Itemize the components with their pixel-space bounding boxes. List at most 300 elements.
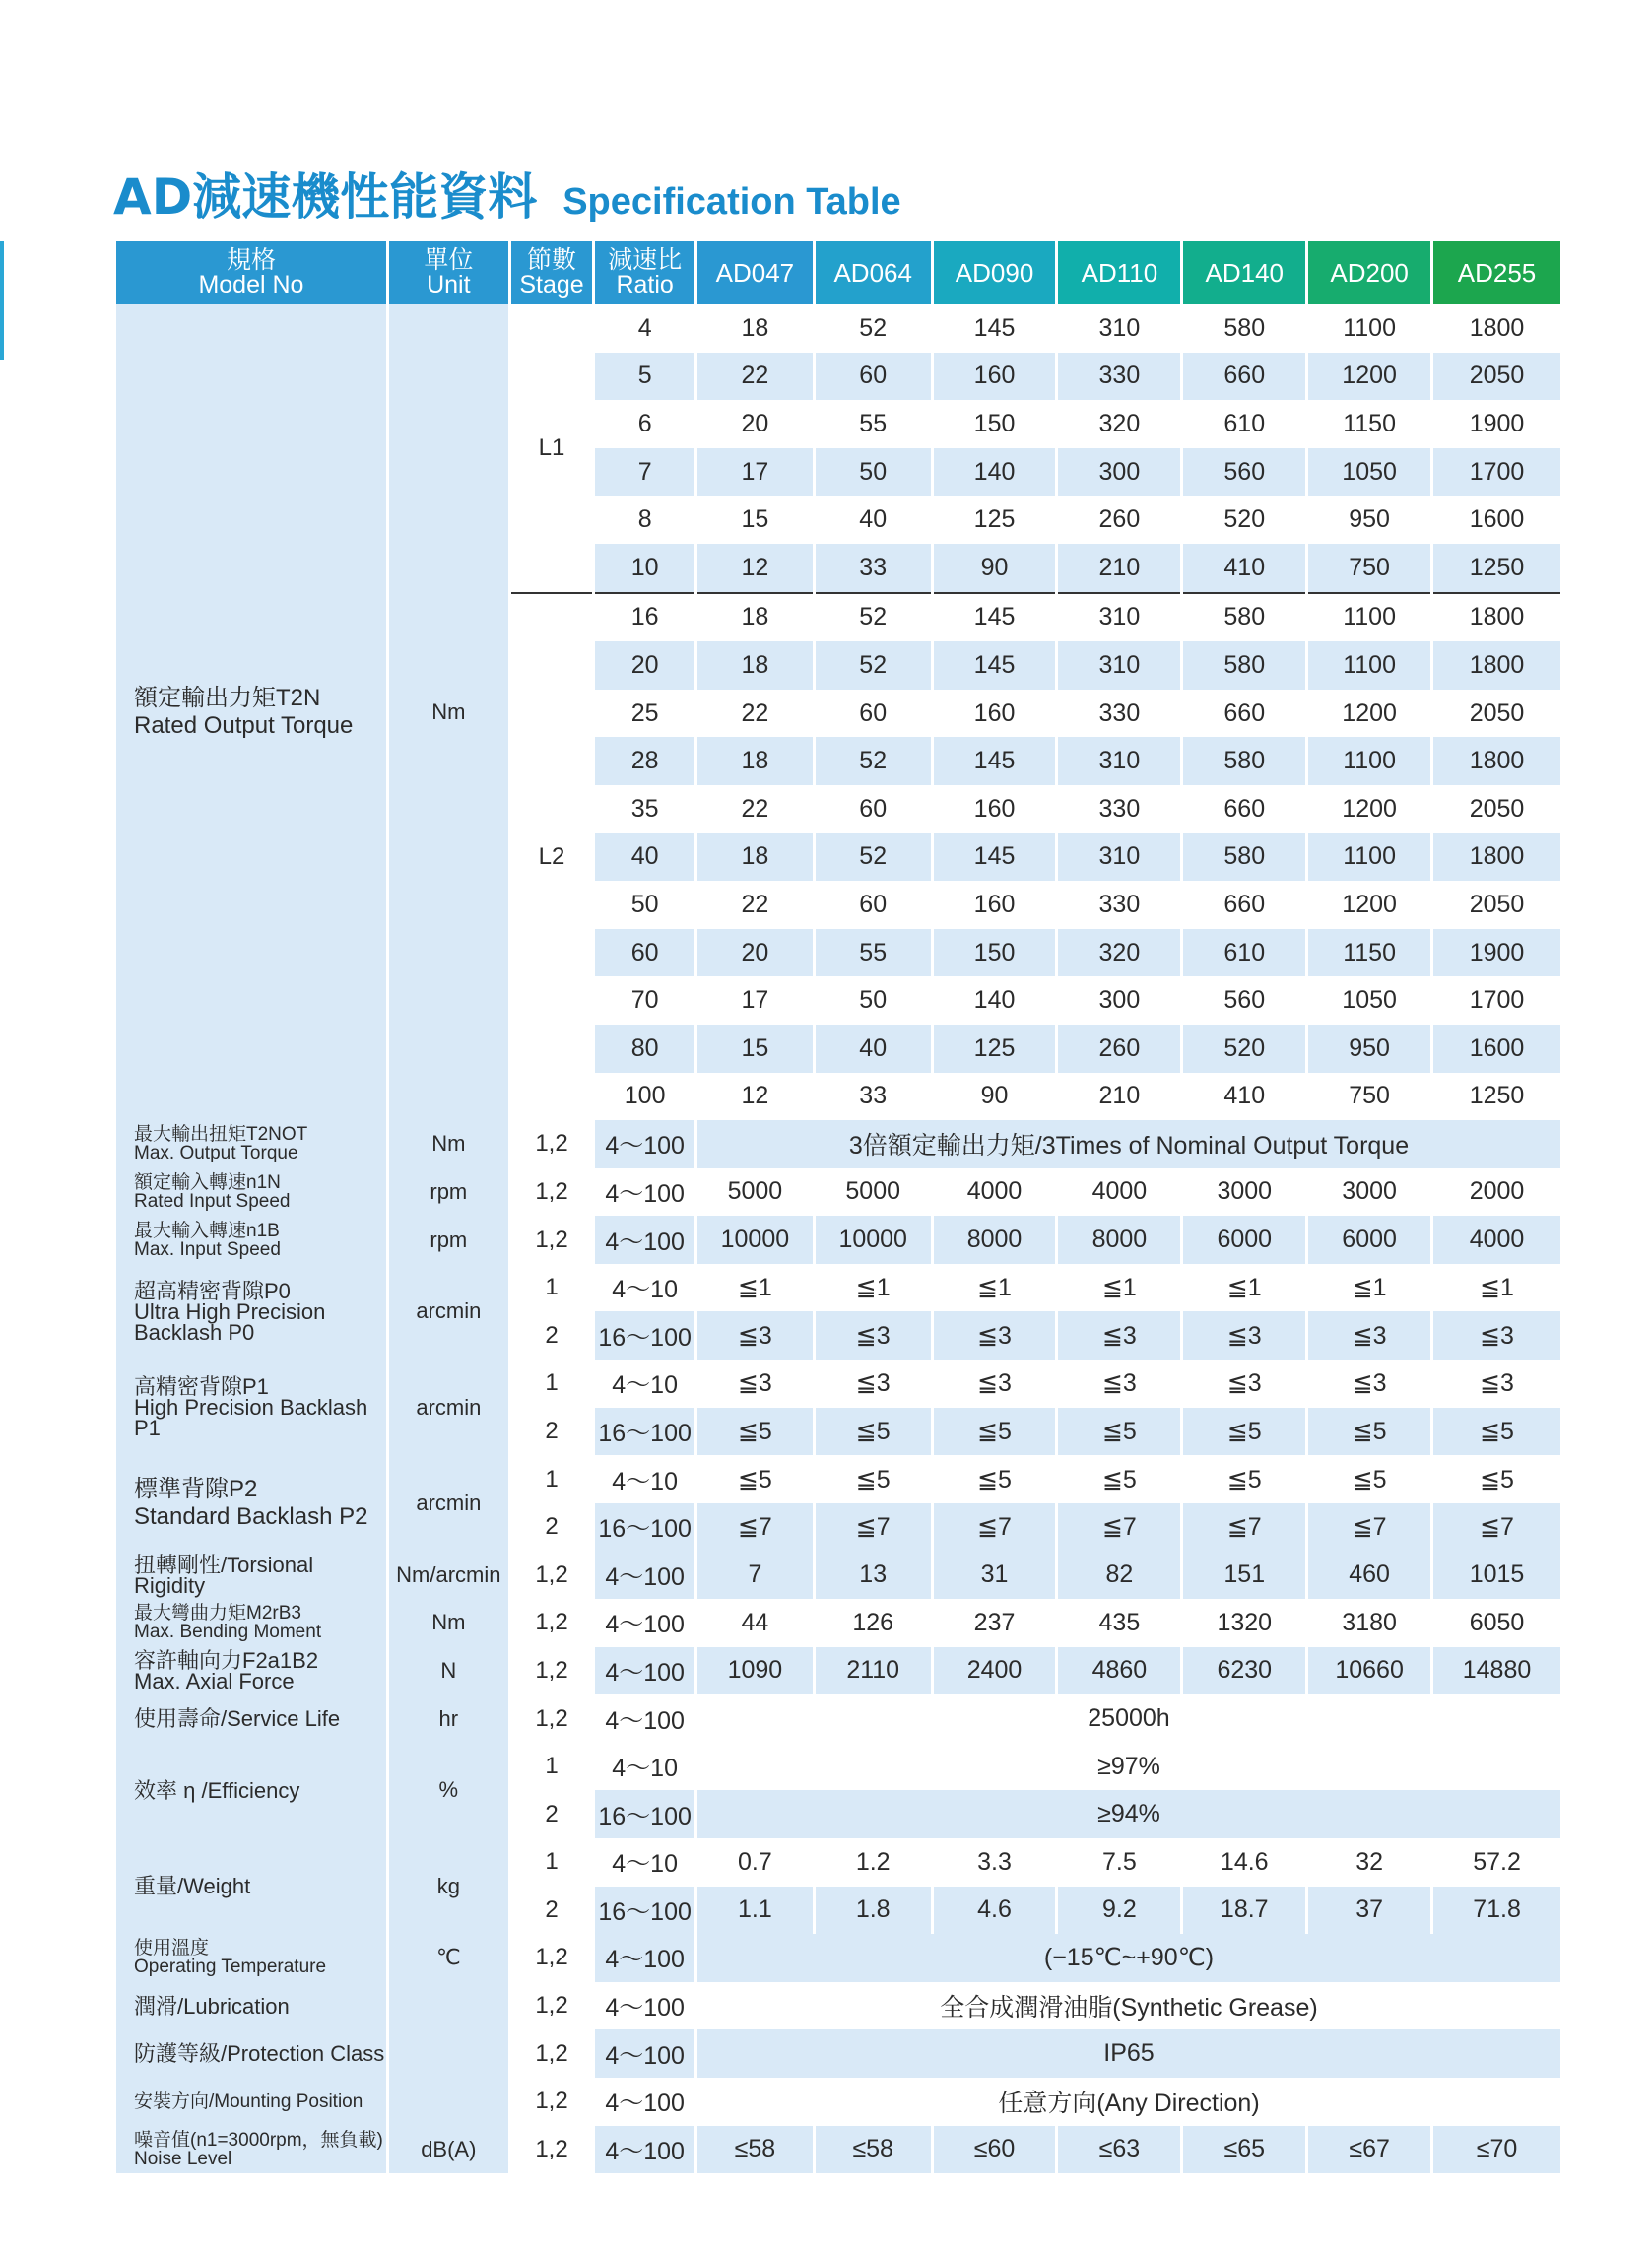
table-row bbox=[116, 1647, 1560, 1695]
row-label-line: 最大彎曲力矩M2rB3 bbox=[134, 1603, 301, 1625]
value-cell: 1700 bbox=[1433, 448, 1560, 497]
stage-cell: 1,2 bbox=[511, 1694, 593, 1743]
stage-cell: 1,2 bbox=[511, 1168, 593, 1217]
ratio-cell: 4～10 bbox=[612, 1755, 678, 1783]
value-cell: 90 bbox=[934, 544, 1056, 592]
value-cell: 320 bbox=[1098, 409, 1141, 437]
row-label bbox=[116, 1264, 386, 1360]
header-model: AD064 bbox=[816, 241, 931, 304]
stage-cell: 1,2 bbox=[511, 1551, 593, 1599]
ratio-cell: 4～10 bbox=[612, 1276, 678, 1304]
stage-cell: 1 bbox=[511, 1455, 593, 1503]
value-cell: 33 bbox=[816, 544, 931, 592]
span-value-cell: ≥97% bbox=[1097, 1752, 1160, 1780]
stage-cell: 1,2 bbox=[511, 1934, 593, 1982]
value-cell: 330 bbox=[1098, 698, 1141, 727]
value-cell: 1100 bbox=[1308, 592, 1430, 642]
row-label-line: 最大輸出扭矩T2NOT bbox=[134, 1124, 308, 1146]
header-model-no: 規格 Model No bbox=[116, 241, 386, 304]
stage-cell: 1 bbox=[511, 1743, 593, 1791]
value-cell: 5000 bbox=[845, 1177, 901, 1206]
value-cell: 1150 bbox=[1343, 409, 1396, 437]
stage-cell: 2 bbox=[511, 1503, 593, 1552]
value-cell: 1200 bbox=[1342, 794, 1397, 823]
row-label bbox=[116, 2126, 386, 2174]
ratio-cell: 80 bbox=[595, 1025, 694, 1073]
row-label-line: Rated Output Torque bbox=[134, 712, 354, 740]
value-cell: 1600 bbox=[1469, 505, 1525, 534]
value-cell: 22 bbox=[741, 890, 769, 918]
value-cell: 55 bbox=[816, 929, 931, 977]
table-row bbox=[116, 1120, 1560, 1168]
title-sub: Specification Table bbox=[562, 181, 901, 223]
stage-cell: 1 bbox=[511, 1264, 593, 1312]
row-label bbox=[116, 1120, 386, 1168]
table-row bbox=[116, 1743, 1560, 1791]
span-value-cell: 任意方向(Any Direction) bbox=[998, 2090, 1260, 2118]
value-cell: 52 bbox=[816, 737, 931, 785]
value-cell: 57.2 bbox=[1473, 1847, 1521, 1876]
value-cell: 950 bbox=[1349, 505, 1390, 534]
row-label bbox=[116, 1647, 386, 1695]
row-label bbox=[116, 1694, 386, 1743]
value-cell: 150 bbox=[973, 409, 1016, 437]
value-cell: 60 bbox=[859, 698, 888, 727]
value-cell: 330 bbox=[1058, 353, 1180, 401]
row-label bbox=[116, 1838, 386, 1934]
value-cell: 320 bbox=[1058, 929, 1180, 977]
table-row bbox=[116, 1168, 1560, 1217]
stage-cell: 1,2 bbox=[511, 2078, 593, 2126]
value-cell: ≦3 bbox=[1352, 1369, 1387, 1398]
table-row bbox=[116, 1551, 1560, 1599]
value-cell: 18.7 bbox=[1183, 1887, 1305, 1935]
value-cell: 33 bbox=[859, 1082, 888, 1110]
row-label-line: 安裝方向/Mounting Position bbox=[134, 2091, 363, 2112]
value-cell: ≦5 bbox=[934, 1408, 1056, 1456]
value-cell: 90 bbox=[980, 1082, 1009, 1110]
ratio-cell: 100 bbox=[624, 1082, 666, 1110]
row-label-line: Max. Bending Moment bbox=[134, 1622, 322, 1643]
value-cell: 160 bbox=[973, 794, 1016, 823]
row-label-line: Noise Level bbox=[134, 2148, 232, 2169]
value-cell: ≦3 bbox=[816, 1311, 931, 1360]
table-header bbox=[116, 241, 1560, 304]
ratio-cell: 8 bbox=[637, 505, 652, 534]
ratio-cell: 4～100 bbox=[595, 1216, 694, 1264]
value-cell: 20 bbox=[697, 929, 813, 977]
value-cell: 12 bbox=[697, 544, 813, 592]
value-cell: ≦5 bbox=[1433, 1408, 1560, 1456]
value-cell: 0.7 bbox=[738, 1847, 772, 1876]
ratio-cell: 20 bbox=[595, 641, 694, 690]
unit-cell: Nm bbox=[389, 1599, 508, 1647]
value-cell: 330 bbox=[1098, 794, 1141, 823]
unit-cell: dB(A) bbox=[389, 2126, 508, 2174]
ratio-cell: 16～100 bbox=[595, 1887, 694, 1935]
value-cell: 580 bbox=[1183, 833, 1305, 882]
unit-cell: Nm bbox=[389, 1120, 508, 1168]
value-cell: ≦7 bbox=[934, 1503, 1056, 1552]
ratio-cell: 60 bbox=[595, 929, 694, 977]
table-row bbox=[116, 2126, 1560, 2174]
value-cell: 4000 bbox=[966, 1177, 1023, 1206]
row-label-line: 噪音值(n1=3000rpm，無負載) bbox=[134, 2129, 383, 2151]
value-cell: 7 bbox=[697, 1551, 813, 1599]
value-cell: 145 bbox=[934, 592, 1056, 642]
value-cell: ≤63 bbox=[1058, 2126, 1180, 2174]
row-label-line: 額定輸入轉速n1N bbox=[134, 1171, 281, 1193]
value-cell: 580 bbox=[1183, 592, 1305, 642]
ratio-cell: 16～100 bbox=[595, 1311, 694, 1360]
title-main: AD減速機性能資料 bbox=[113, 168, 538, 226]
value-cell: 145 bbox=[973, 313, 1016, 342]
value-cell: ≦3 bbox=[1101, 1369, 1137, 1398]
value-cell: 3000 bbox=[1217, 1177, 1273, 1206]
value-cell: 32 bbox=[1355, 1847, 1384, 1876]
stage-cell: 1,2 bbox=[511, 1982, 593, 2030]
value-cell: 4000 bbox=[1091, 1177, 1148, 1206]
value-cell: 310 bbox=[1098, 313, 1141, 342]
value-cell: 125 bbox=[973, 505, 1016, 534]
value-cell: 410 bbox=[1183, 544, 1305, 592]
value-cell: 1.1 bbox=[697, 1887, 813, 1935]
value-cell: 160 bbox=[973, 698, 1016, 727]
value-cell: 52 bbox=[859, 313, 888, 342]
value-cell: 40 bbox=[859, 505, 888, 534]
value-cell: 6000 bbox=[1183, 1216, 1305, 1264]
value-cell: 660 bbox=[1223, 698, 1266, 727]
header-model: AD090 bbox=[934, 241, 1056, 304]
value-cell: 660 bbox=[1223, 890, 1266, 918]
value-cell: 14880 bbox=[1433, 1647, 1560, 1695]
value-cell: 140 bbox=[934, 448, 1056, 497]
row-label bbox=[116, 1743, 386, 1838]
value-cell: 14.6 bbox=[1220, 1847, 1269, 1876]
value-cell: 5000 bbox=[727, 1177, 783, 1206]
header-model: AD110 bbox=[1058, 241, 1180, 304]
value-cell: 460 bbox=[1308, 1551, 1430, 1599]
value-cell: 520 bbox=[1223, 505, 1266, 534]
value-cell: 10660 bbox=[1308, 1647, 1430, 1695]
row-label bbox=[116, 1455, 386, 1551]
value-cell: 260 bbox=[1058, 1025, 1180, 1073]
value-cell: ≤60 bbox=[934, 2126, 1056, 2174]
value-cell: ≦7 bbox=[1183, 1503, 1305, 1552]
ratio-cell: 4～100 bbox=[595, 2126, 694, 2174]
value-cell: 126 bbox=[852, 1608, 894, 1636]
value-cell: 210 bbox=[1058, 544, 1180, 592]
value-cell: 310 bbox=[1058, 833, 1180, 882]
value-cell: 1200 bbox=[1342, 698, 1397, 727]
value-cell: 2000 bbox=[1469, 1177, 1525, 1206]
value-cell: 520 bbox=[1183, 1025, 1305, 1073]
value-cell: ≦5 bbox=[1101, 1465, 1137, 1494]
value-cell: ≤70 bbox=[1433, 2126, 1560, 2174]
row-label bbox=[116, 1360, 386, 1455]
row-label-line: Ultra High Precision bbox=[134, 1298, 326, 1324]
value-cell: 1.8 bbox=[816, 1887, 931, 1935]
ratio-cell: 16 bbox=[595, 592, 694, 642]
header-stage: 節數 Stage bbox=[511, 241, 593, 304]
span-value-cell: ≥94% bbox=[697, 1790, 1560, 1838]
ratio-cell: 4～100 bbox=[595, 1934, 694, 1982]
value-cell: 9.2 bbox=[1058, 1887, 1180, 1935]
value-cell: 4860 bbox=[1058, 1647, 1180, 1695]
row-label-line: 使用壽命/Service Life bbox=[134, 1706, 341, 1732]
ratio-cell: 10 bbox=[595, 544, 694, 592]
value-cell: 560 bbox=[1183, 448, 1305, 497]
row-label-line: 容許軸向力F2a1B2 bbox=[134, 1647, 319, 1673]
value-cell: 6230 bbox=[1183, 1647, 1305, 1695]
value-cell: 300 bbox=[1098, 986, 1141, 1015]
value-cell: 1250 bbox=[1469, 1082, 1525, 1110]
value-cell: ≦3 bbox=[934, 1311, 1056, 1360]
value-cell: 1800 bbox=[1433, 737, 1560, 785]
value-cell: 2050 bbox=[1433, 353, 1560, 401]
row-label-line: High Precision Backlash P1 bbox=[134, 1395, 368, 1441]
value-cell: ≦3 bbox=[977, 1369, 1012, 1398]
value-cell: ≦3 bbox=[697, 1311, 813, 1360]
value-cell: 6050 bbox=[1469, 1608, 1525, 1636]
header-model: AD255 bbox=[1433, 241, 1560, 304]
value-cell: ≦1 bbox=[1101, 1274, 1137, 1302]
value-cell: 310 bbox=[1058, 737, 1180, 785]
value-cell: 1250 bbox=[1433, 544, 1560, 592]
span-value-cell: 25000h bbox=[1088, 1704, 1170, 1733]
row-label-line: Standard Backlash P2 bbox=[134, 1502, 368, 1530]
value-cell: ≦3 bbox=[737, 1369, 772, 1398]
span-value-cell: 3倍額定輸出力矩/3Times of Nominal Output Torque bbox=[697, 1120, 1560, 1168]
value-cell: ≦3 bbox=[1058, 1311, 1180, 1360]
value-cell: 300 bbox=[1058, 448, 1180, 497]
value-cell: 330 bbox=[1098, 890, 1141, 918]
row-label-line: 潤滑/Lubrication bbox=[134, 1993, 290, 2019]
unit-cell bbox=[389, 2078, 508, 2126]
value-cell: 1015 bbox=[1433, 1551, 1560, 1599]
value-cell: ≦5 bbox=[1226, 1465, 1262, 1494]
value-cell: 1600 bbox=[1433, 1025, 1560, 1073]
table-row bbox=[116, 1838, 1560, 1887]
value-cell: 20 bbox=[741, 409, 769, 437]
value-cell: 50 bbox=[859, 986, 888, 1015]
ratio-cell: 4～100 bbox=[595, 2029, 694, 2078]
value-cell: 160 bbox=[973, 890, 1016, 918]
value-cell: ≦7 bbox=[816, 1503, 931, 1552]
unit-cell: kg bbox=[389, 1838, 508, 1934]
value-cell: 1100 bbox=[1308, 641, 1430, 690]
value-cell: 1900 bbox=[1433, 929, 1560, 977]
value-cell: 17 bbox=[741, 986, 769, 1015]
row-label-line: 效率 η /Efficiency bbox=[134, 1777, 300, 1803]
table-row bbox=[116, 1694, 1560, 1743]
ratio-cell: 4～100 bbox=[595, 1647, 694, 1695]
value-cell: 7.5 bbox=[1102, 1847, 1137, 1876]
unit-cell: arcmin bbox=[389, 1455, 508, 1551]
value-cell: ≦5 bbox=[697, 1408, 813, 1456]
value-cell: 1200 bbox=[1342, 890, 1397, 918]
value-cell: 560 bbox=[1223, 986, 1266, 1015]
value-cell: 52 bbox=[816, 641, 931, 690]
stage-cell: 1 bbox=[511, 1838, 593, 1887]
stage-cell: 2 bbox=[511, 1311, 593, 1360]
value-cell: 52 bbox=[816, 833, 931, 882]
stage-cell: 2 bbox=[511, 1408, 593, 1456]
unit-cell: rpm bbox=[389, 1168, 508, 1217]
row-label-line: 高精密背隙P1 bbox=[134, 1374, 269, 1400]
ratio-cell: 4～100 bbox=[605, 2090, 685, 2118]
value-cell: ≦5 bbox=[1308, 1408, 1430, 1456]
value-cell: 10000 bbox=[816, 1216, 931, 1264]
row-label bbox=[116, 2029, 386, 2078]
ratio-cell: 5 bbox=[595, 353, 694, 401]
value-cell: 260 bbox=[1098, 505, 1141, 534]
value-cell: ≦3 bbox=[1480, 1369, 1514, 1398]
value-cell: 660 bbox=[1223, 794, 1266, 823]
value-cell: 4000 bbox=[1433, 1216, 1560, 1264]
value-cell: ≦5 bbox=[1058, 1408, 1180, 1456]
value-cell: ≦1 bbox=[855, 1274, 891, 1302]
value-cell: 237 bbox=[973, 1608, 1016, 1636]
value-cell: 82 bbox=[1058, 1551, 1180, 1599]
value-cell: 55 bbox=[859, 409, 888, 437]
value-cell: 1800 bbox=[1433, 833, 1560, 882]
value-cell: 435 bbox=[1098, 1608, 1141, 1636]
value-cell: 151 bbox=[1183, 1551, 1305, 1599]
value-cell: ≦5 bbox=[737, 1465, 772, 1494]
value-cell: 145 bbox=[934, 737, 1056, 785]
ratio-cell: 4～10 bbox=[612, 1467, 678, 1495]
row-label bbox=[116, 1982, 386, 2030]
row-label-line: 超高精密背隙P0 bbox=[134, 1278, 291, 1303]
row-label-line: Operating Temperature bbox=[134, 1957, 327, 1978]
header-ratio: 減速比 Ratio bbox=[595, 241, 694, 304]
value-cell: 31 bbox=[934, 1551, 1056, 1599]
value-cell: 160 bbox=[934, 353, 1056, 401]
span-value-cell: IP65 bbox=[697, 2029, 1560, 2078]
row-label bbox=[116, 1934, 386, 1982]
value-cell: 6000 bbox=[1308, 1216, 1430, 1264]
table-row bbox=[116, 2029, 1560, 2078]
value-cell: 44 bbox=[741, 1608, 769, 1636]
ratio-cell: 50 bbox=[630, 890, 659, 918]
stage-cell: L2 bbox=[511, 592, 593, 1121]
value-cell: 2050 bbox=[1469, 890, 1525, 918]
stage-cell: L1 bbox=[511, 304, 593, 592]
ratio-cell: 70 bbox=[630, 986, 659, 1015]
value-cell: ≦3 bbox=[1226, 1369, 1262, 1398]
value-cell: 1800 bbox=[1433, 592, 1560, 642]
row-label-line: 扭轉剛性/Torsional Rigidity bbox=[134, 1552, 314, 1598]
ratio-cell: 16～100 bbox=[595, 1408, 694, 1456]
stage-cell: 1,2 bbox=[511, 1216, 593, 1264]
ratio-cell: 4～100 bbox=[605, 1179, 685, 1208]
value-cell: 8000 bbox=[934, 1216, 1056, 1264]
value-cell: ≦7 bbox=[697, 1503, 813, 1552]
header-model: AD200 bbox=[1308, 241, 1430, 304]
ratio-cell: 6 bbox=[637, 409, 652, 437]
value-cell: ≦1 bbox=[1226, 1274, 1262, 1302]
value-cell: 18 bbox=[697, 737, 813, 785]
unit-cell: Nm bbox=[389, 304, 508, 1120]
value-cell: 2050 bbox=[1469, 794, 1525, 823]
value-cell: 1090 bbox=[697, 1647, 813, 1695]
value-cell: 60 bbox=[859, 890, 888, 918]
table-row bbox=[116, 1982, 1560, 2030]
ratio-cell: 28 bbox=[595, 737, 694, 785]
value-cell: 2050 bbox=[1469, 698, 1525, 727]
row-label-line: Rated Input Speed bbox=[134, 1190, 291, 1212]
value-cell: ≦3 bbox=[855, 1369, 891, 1398]
value-cell: 17 bbox=[697, 448, 813, 497]
unit-cell bbox=[389, 2029, 508, 2078]
ratio-cell: 4～10 bbox=[612, 1850, 678, 1879]
value-cell: 18 bbox=[697, 641, 813, 690]
value-cell: ≦1 bbox=[737, 1274, 772, 1302]
value-cell: ≤65 bbox=[1183, 2126, 1305, 2174]
page-edge-accent bbox=[0, 241, 4, 360]
ratio-cell: 4～100 bbox=[595, 1120, 694, 1168]
row-label-line: Backlash P0 bbox=[134, 1319, 255, 1345]
value-cell: 18 bbox=[697, 592, 813, 642]
value-cell: 15 bbox=[697, 1025, 813, 1073]
table-row bbox=[116, 1455, 1560, 1503]
row-label bbox=[116, 2078, 386, 2126]
value-cell: 4.6 bbox=[934, 1887, 1056, 1935]
value-cell: 37 bbox=[1308, 1887, 1430, 1935]
value-cell: 1100 bbox=[1343, 313, 1396, 342]
value-cell: ≦5 bbox=[855, 1465, 891, 1494]
row-label-line: 防護等級/Protection Class bbox=[134, 2041, 385, 2067]
value-cell: 22 bbox=[741, 698, 769, 727]
ratio-cell: 4～100 bbox=[605, 1611, 685, 1639]
value-cell: 22 bbox=[697, 353, 813, 401]
value-cell: 1800 bbox=[1469, 313, 1525, 342]
value-cell: ≦7 bbox=[1058, 1503, 1180, 1552]
ratio-cell: 25 bbox=[630, 698, 659, 727]
ratio-cell: 16～100 bbox=[595, 1790, 694, 1838]
row-label-line: 額定輸出力矩T2N bbox=[134, 685, 321, 712]
value-cell: ≦5 bbox=[1183, 1408, 1305, 1456]
value-cell: 1700 bbox=[1469, 986, 1525, 1015]
value-cell: ≦7 bbox=[1308, 1503, 1430, 1552]
ratio-cell: 40 bbox=[595, 833, 694, 882]
value-cell: 145 bbox=[934, 641, 1056, 690]
value-cell: ≦5 bbox=[1480, 1465, 1514, 1494]
value-cell: ≤67 bbox=[1308, 2126, 1430, 2174]
value-cell: 40 bbox=[816, 1025, 931, 1073]
value-cell: 1320 bbox=[1217, 1608, 1273, 1636]
stage-cell: 1,2 bbox=[511, 1120, 593, 1168]
table-row bbox=[116, 1264, 1560, 1312]
value-cell: 71.8 bbox=[1433, 1887, 1560, 1935]
table-row bbox=[116, 1599, 1560, 1647]
unit-cell: Nm/arcmin bbox=[389, 1551, 508, 1599]
row-label bbox=[116, 1599, 386, 1647]
row-label bbox=[116, 1551, 386, 1599]
value-cell: 580 bbox=[1223, 313, 1266, 342]
value-cell: 1800 bbox=[1433, 641, 1560, 690]
ratio-cell: 16～100 bbox=[595, 1503, 694, 1552]
row-label bbox=[116, 304, 386, 1120]
page-title bbox=[113, 158, 901, 227]
value-cell: 3000 bbox=[1342, 1177, 1397, 1206]
value-cell: 18 bbox=[697, 833, 813, 882]
ratio-cell: 4～10 bbox=[612, 1371, 678, 1400]
value-cell: 210 bbox=[1098, 1082, 1141, 1110]
unit-cell: arcmin bbox=[389, 1264, 508, 1360]
ratio-cell: 7 bbox=[595, 448, 694, 497]
